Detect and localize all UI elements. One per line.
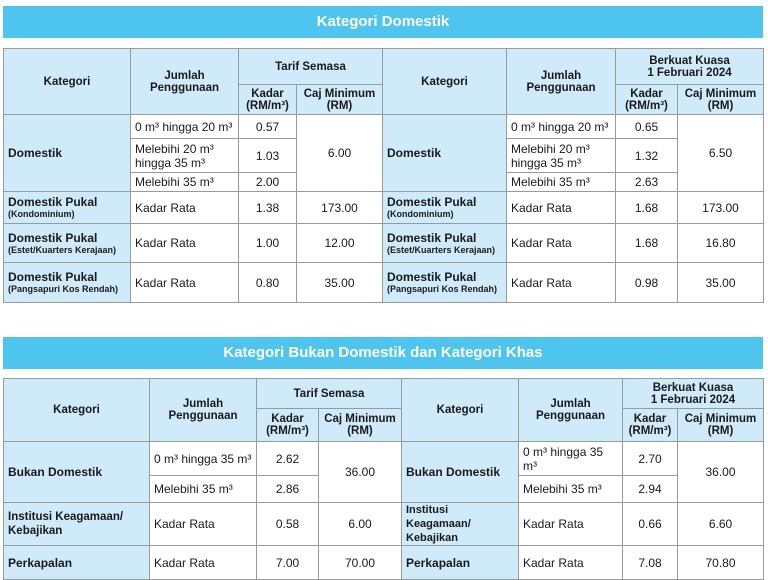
header-kategori: Kategori — [4, 49, 131, 115]
header-jumlah-penggunaan: Jumlah Penggunaan — [150, 379, 257, 442]
header-jumlah-penggunaan-new: Jumlah Penggunaan — [507, 49, 616, 115]
header-jumlah-penggunaan-new: Jumlah Penggunaan — [519, 379, 623, 442]
min-charge-new: 173.00 — [678, 192, 764, 224]
usage-kadar-rata-new: Kadar Rata — [519, 503, 623, 546]
header-kadar: Kadar (RM/m³) — [239, 85, 297, 115]
header-caj-minimum: Caj Minimum (RM) — [297, 85, 383, 115]
rate-new: 1.68 — [616, 192, 678, 224]
min-charge-current: 35.00 — [297, 263, 383, 303]
usage-tier-new: Melebihi 35 m³ — [519, 476, 623, 503]
header-kadar-new: Kadar (RM/m³) — [616, 85, 678, 115]
usage-kadar-rata: Kadar Rata — [150, 503, 257, 546]
usage-tier-new: Melebihi 20 m³ hingga 35 m³ — [507, 139, 616, 173]
usage-tier-new: Melebihi 35 m³ — [507, 173, 616, 192]
domestic-section-banner: Kategori Domestik — [3, 6, 763, 38]
header-kadar: Kadar (RM/m³) — [257, 409, 319, 442]
usage-tier: 0 m³ hingga 35 m³ — [150, 442, 257, 476]
usage-tier: 0 m³ hingga 20 m³ — [131, 115, 239, 139]
usage-kadar-rata-new: Kadar Rata — [507, 192, 616, 224]
usage-kadar-rata: Kadar Rata — [131, 263, 239, 303]
rate-new: 2.70 — [623, 442, 678, 476]
rate-current: 0.80 — [239, 263, 297, 303]
rate-current: 1.38 — [239, 192, 297, 224]
non-domestic-tariff-table — [3, 378, 764, 580]
min-charge-new: 36.00 — [678, 442, 764, 503]
category-perkapalan-new: Perkapalan — [402, 546, 519, 580]
category-pukal-estet-new: Domestik Pukal (Estet/Kuarters Kerajaan) — [383, 224, 507, 263]
header-tarif-semasa: Tarif Semasa — [257, 379, 402, 409]
header-kategori-new: Kategori — [402, 379, 519, 442]
rate-new: 2.63 — [616, 173, 678, 192]
category-institusi-new: Institusi Keagamaan/ Kebajikan — [402, 503, 519, 546]
header-jumlah-penggunaan: Jumlah Penggunaan — [131, 49, 239, 115]
category-pukal-ppr-new: Domestik Pukal (Pangsapuri Kos Rendah) — [383, 263, 507, 303]
rate-new: 0.65 — [616, 115, 678, 139]
header-tarif-semasa: Tarif Semasa — [239, 49, 383, 85]
min-charge-new: 35.00 — [678, 263, 764, 303]
rate-new: 0.66 — [623, 503, 678, 546]
usage-kadar-rata: Kadar Rata — [131, 192, 239, 224]
min-charge-current: 173.00 — [297, 192, 383, 224]
rate-current: 2.86 — [257, 476, 319, 503]
rate-current: 1.03 — [239, 139, 297, 173]
header-kadar-new: Kadar (RM/m³) — [623, 409, 678, 442]
usage-tier: Melebihi 35 m³ — [131, 173, 239, 192]
usage-tier-new: 0 m³ hingga 35 m³ — [519, 442, 623, 476]
usage-kadar-rata: Kadar Rata — [150, 546, 257, 580]
rate-new: 0.98 — [616, 263, 678, 303]
header-kategori-new: Kategori — [383, 49, 507, 115]
category-domestik: Domestik — [4, 115, 131, 192]
min-charge-new: 70.80 — [678, 546, 764, 580]
min-charge-current: 12.00 — [297, 224, 383, 263]
rate-current: 0.57 — [239, 115, 297, 139]
category-pukal-kondominium: Domestik Pukal (Kondominium) — [4, 192, 131, 224]
category-domestik-new: Domestik — [383, 115, 507, 192]
category-bukan-domestik: Bukan Domestik — [4, 442, 150, 503]
category-pukal-ppr: Domestik Pukal (Pangsapuri Kos Rendah) — [4, 263, 131, 303]
header-caj-minimum-new: Caj Minimum (RM) — [678, 85, 764, 115]
header-caj-minimum-new: Caj Minimum (RM) — [678, 409, 764, 442]
min-charge-current: 6.00 — [319, 503, 402, 546]
min-charge-new: 6.50 — [678, 115, 764, 192]
category-institusi: Institusi Keagamaan/ Kebajikan — [4, 503, 150, 546]
usage-tier: Melebihi 20 m³ hingga 35 m³ — [131, 139, 239, 173]
header-berkuat-kuasa: Berkuat Kuasa 1 Februari 2024 — [623, 379, 764, 409]
non-domestic-section-banner: Kategori Bukan Domestik dan Kategori Khas — [3, 337, 763, 369]
rate-current: 1.00 — [239, 224, 297, 263]
min-charge-new: 16.80 — [678, 224, 764, 263]
rate-current: 7.00 — [257, 546, 319, 580]
rate-new: 7.08 — [623, 546, 678, 580]
usage-kadar-rata: Kadar Rata — [131, 224, 239, 263]
category-pukal-estet: Domestik Pukal (Estet/Kuarters Kerajaan) — [4, 224, 131, 263]
usage-kadar-rata-new: Kadar Rata — [507, 224, 616, 263]
domestic-tariff-table — [3, 48, 764, 303]
header-kategori: Kategori — [4, 379, 150, 442]
usage-tier-new: 0 m³ hingga 20 m³ — [507, 115, 616, 139]
usage-tier: Melebihi 35 m³ — [150, 476, 257, 503]
min-charge-current: 36.00 — [319, 442, 402, 503]
rate-current: 0.58 — [257, 503, 319, 546]
rate-current: 2.62 — [257, 442, 319, 476]
usage-kadar-rata-new: Kadar Rata — [507, 263, 616, 303]
category-pukal-kondominium-new: Domestik Pukal (Kondominium) — [383, 192, 507, 224]
min-charge-current: 70.00 — [319, 546, 402, 580]
header-berkuat-kuasa: Berkuat Kuasa 1 Februari 2024 — [616, 49, 764, 85]
rate-new: 1.32 — [616, 139, 678, 173]
header-caj-minimum: Caj Minimum (RM) — [319, 409, 402, 442]
category-perkapalan: Perkapalan — [4, 546, 150, 580]
min-charge-new: 6.60 — [678, 503, 764, 546]
usage-kadar-rata-new: Kadar Rata — [519, 546, 623, 580]
category-bukan-domestik-new: Bukan Domestik — [402, 442, 519, 503]
rate-current: 2.00 — [239, 173, 297, 192]
min-charge-current: 6.00 — [297, 115, 383, 192]
rate-new: 2.94 — [623, 476, 678, 503]
rate-new: 1.68 — [616, 224, 678, 263]
